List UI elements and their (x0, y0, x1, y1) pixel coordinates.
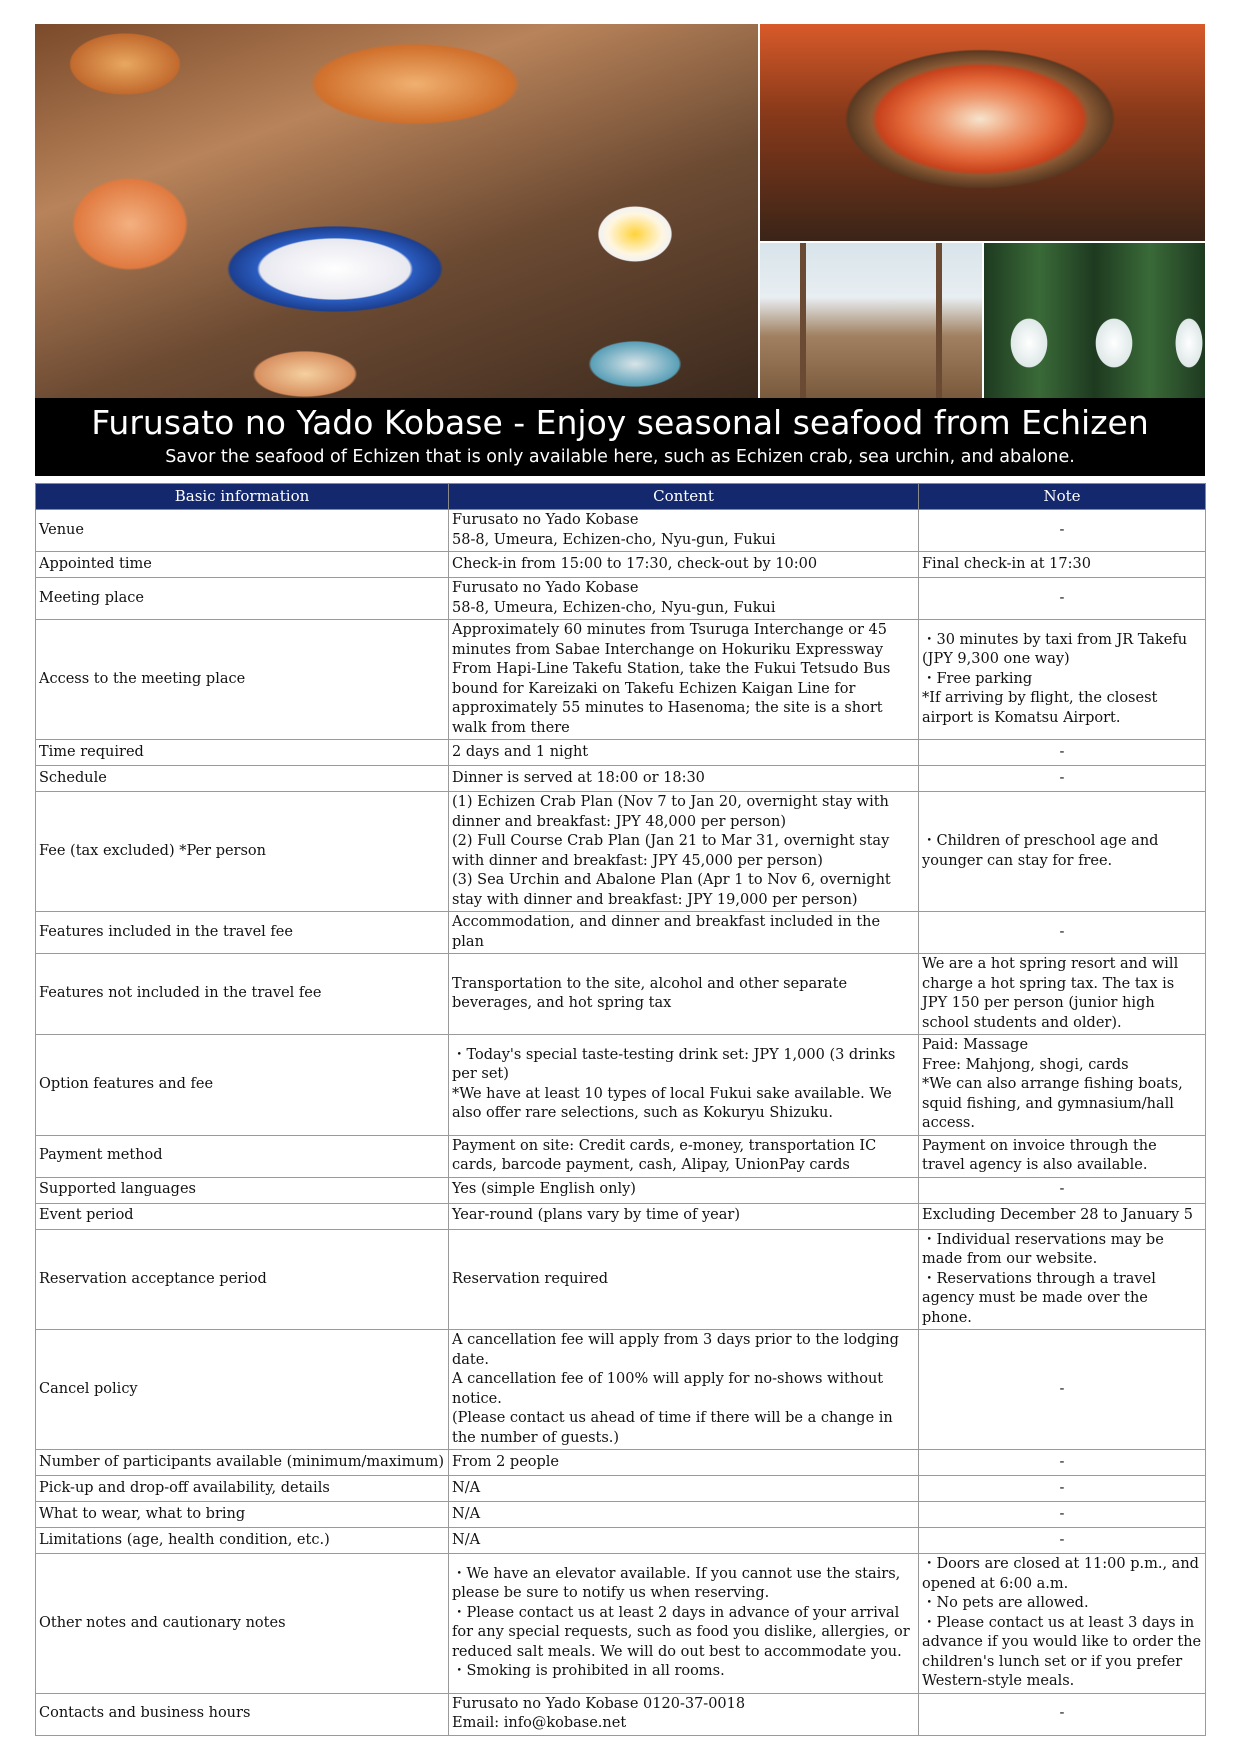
row-content: Payment on site: Credit cards, e-money, transportation IC cards, barcode payment, cash, Alipay, UnionPay cards (449, 1135, 919, 1177)
row-note: ・Individual reservations may be made from our website. ・Reservations through a travel agency must be made over the phone. (919, 1229, 1206, 1330)
row-label: Fee (tax excluded) *Per person (36, 792, 449, 912)
table-row (36, 1502, 1206, 1528)
row-content: Accommodation, and dinner and breakfast included in the plan (449, 912, 919, 954)
row-note: - (919, 578, 1206, 620)
row-content: N/A (449, 1502, 919, 1528)
row-label: Limitations (age, health condition, etc.) (36, 1528, 449, 1554)
hero-photo-collage (35, 24, 1205, 398)
row-label: Access to the meeting place (36, 620, 449, 740)
table-row (36, 1330, 1206, 1450)
header-basic-information: Basic information (36, 484, 449, 510)
row-label: Features not included in the travel fee (36, 954, 449, 1035)
table-row (36, 1476, 1206, 1502)
row-note: - (919, 912, 1206, 954)
row-note: - (919, 766, 1206, 792)
row-content: Dinner is served at 18:00 or 18:30 (449, 766, 919, 792)
row-label: Meeting place (36, 578, 449, 620)
row-note: - (919, 1177, 1206, 1203)
row-note: - (919, 740, 1206, 766)
guest-room-photo (760, 243, 982, 398)
row-note: ・30 minutes by taxi from JR Takefu (JPY 9,300 one way) ・Free parking *If arriving by flight, the closest airport is Komatsu Airport. (919, 620, 1206, 740)
basic-info-table (35, 483, 1206, 1736)
row-content: Transportation to the site, alcohol and other separate beverages, and hot spring tax (449, 954, 919, 1035)
row-note: Paid: Massage Free: Mahjong, shogi, cards *We can also arrange fishing boats, squid fishing, and gymnasium/hall access. (919, 1035, 1206, 1136)
row-note: ・Children of preschool age and younger can stay for free. (919, 792, 1206, 912)
row-content: Reservation required (449, 1229, 919, 1330)
row-note: Payment on invoice through the travel agency is also available. (919, 1135, 1206, 1177)
header-note: Note (919, 484, 1206, 510)
row-label: Number of participants available (minimum/maximum) (36, 1450, 449, 1476)
header-content: Content (449, 484, 919, 510)
row-label: Option features and fee (36, 1035, 449, 1136)
row-label: Other notes and cautionary notes (36, 1554, 449, 1694)
row-label: Contacts and business hours (36, 1693, 449, 1735)
table-row (36, 1035, 1206, 1136)
table-body (36, 510, 1206, 1736)
row-content: Check-in from 15:00 to 17:30, check-out by 10:00 (449, 552, 919, 578)
row-label: Reservation acceptance period (36, 1229, 449, 1330)
row-content: N/A (449, 1476, 919, 1502)
page-subtitle: Savor the seafood of Echizen that is only available here, such as Echizen crab, sea urchin, and abalone. (165, 447, 1075, 467)
title-banner (35, 398, 1205, 476)
table-row (36, 766, 1206, 792)
row-label: Features included in the travel fee (36, 912, 449, 954)
table-row (36, 954, 1206, 1035)
row-content: 2 days and 1 night (449, 740, 919, 766)
sake-glasses-photo (984, 243, 1205, 398)
row-note: - (919, 1502, 1206, 1528)
row-content: ・We have an elevator available. If you cannot use the stairs, please be sure to notify us when reserving. ・Please contact us at least 2 days in advance of your arrival for any special requests, such as food you dislike, allergies, or reduced salt meals. We will do out best to accommodate you. ・Smoking is prohibited in all rooms. (449, 1554, 919, 1694)
table-row (36, 1177, 1206, 1203)
row-label: Pick-up and drop-off availability, details (36, 1476, 449, 1502)
table-row (36, 1135, 1206, 1177)
row-note: - (919, 1330, 1206, 1450)
table-row (36, 912, 1206, 954)
row-label: What to wear, what to bring (36, 1502, 449, 1528)
crab-meal-photo (35, 24, 758, 398)
row-note: - (919, 1528, 1206, 1554)
row-label: Cancel policy (36, 1330, 449, 1450)
row-label: Schedule (36, 766, 449, 792)
row-note: Final check-in at 17:30 (919, 552, 1206, 578)
row-content: A cancellation fee will apply from 3 days prior to the lodging date. A cancellation fee of 100% will apply for no-shows without notice. (Please contact us ahead of time if there will be a change in the number of guests.) (449, 1330, 919, 1450)
row-content: Yes (simple English only) (449, 1177, 919, 1203)
table-row (36, 620, 1206, 740)
table-row (36, 1203, 1206, 1229)
row-content: From 2 people (449, 1450, 919, 1476)
row-note: We are a hot spring resort and will charge a hot spring tax. The tax is JPY 150 per person (junior high school students and older). (919, 954, 1206, 1035)
row-content: Approximately 60 minutes from Tsuruga Interchange or 45 minutes from Sabae Interchange on Hokuriku Expressway From Hapi-Line Takefu Station, take the Fukui Tetsudo Bus bound for Kareizaki on Takefu Echizen Kaigan Line for approximately 55 minutes to Hasenoma; the site is a short walk from there (449, 620, 919, 740)
row-label: Event period (36, 1203, 449, 1229)
row-content: Furusato no Yado Kobase 0120-37-0018 Email: info@kobase.net (449, 1693, 919, 1735)
row-label: Venue (36, 510, 449, 552)
table-row (36, 1554, 1206, 1694)
table-row (36, 740, 1206, 766)
table-row (36, 1450, 1206, 1476)
seafood-bowl-photo (760, 24, 1205, 241)
row-note: - (919, 1693, 1206, 1735)
row-note: Excluding December 28 to January 5 (919, 1203, 1206, 1229)
row-content: (1) Echizen Crab Plan (Nov 7 to Jan 20, overnight stay with dinner and breakfast: JPY 48,000 per person) (2) Full Course Crab Plan (Jan 21 to Mar 31, overnight stay with dinner and breakfast: JPY 45,000 per person) (3) Sea Urchin and Abalone Plan (Apr 1 to Nov 6, overnight stay with dinner and breakfast: JPY 19,000 per person) (449, 792, 919, 912)
row-content: Furusato no Yado Kobase 58-8, Umeura, Echizen-cho, Nyu-gun, Fukui (449, 578, 919, 620)
row-note: ・Doors are closed at 11:00 p.m., and opened at 6:00 a.m. ・No pets are allowed. ・Please contact us at least 3 days in advance if you would like to order the children's lunch set or if you prefer Western-style meals. (919, 1554, 1206, 1694)
row-label: Appointed time (36, 552, 449, 578)
table-row (36, 792, 1206, 912)
row-content: Year-round (plans vary by time of year) (449, 1203, 919, 1229)
row-content: ・Today's special taste-testing drink set: JPY 1,000 (3 drinks per set) *We have at least 10 types of local Fukui sake available. We also offer rare selections, such as Kokuryu Shizuku. (449, 1035, 919, 1136)
row-label: Payment method (36, 1135, 449, 1177)
row-content: N/A (449, 1528, 919, 1554)
table-row (36, 1693, 1206, 1735)
page-title: Furusato no Yado Kobase - Enjoy seasonal seafood from Echizen (91, 403, 1149, 442)
table-row (36, 552, 1206, 578)
row-content: Furusato no Yado Kobase 58-8, Umeura, Echizen-cho, Nyu-gun, Fukui (449, 510, 919, 552)
row-note: - (919, 510, 1206, 552)
row-note: - (919, 1450, 1206, 1476)
table-row (36, 510, 1206, 552)
table-row (36, 1528, 1206, 1554)
table-row (36, 578, 1206, 620)
row-label: Time required (36, 740, 449, 766)
table-header-row (36, 484, 1206, 510)
row-note: - (919, 1476, 1206, 1502)
row-label: Supported languages (36, 1177, 449, 1203)
table-row (36, 1229, 1206, 1330)
